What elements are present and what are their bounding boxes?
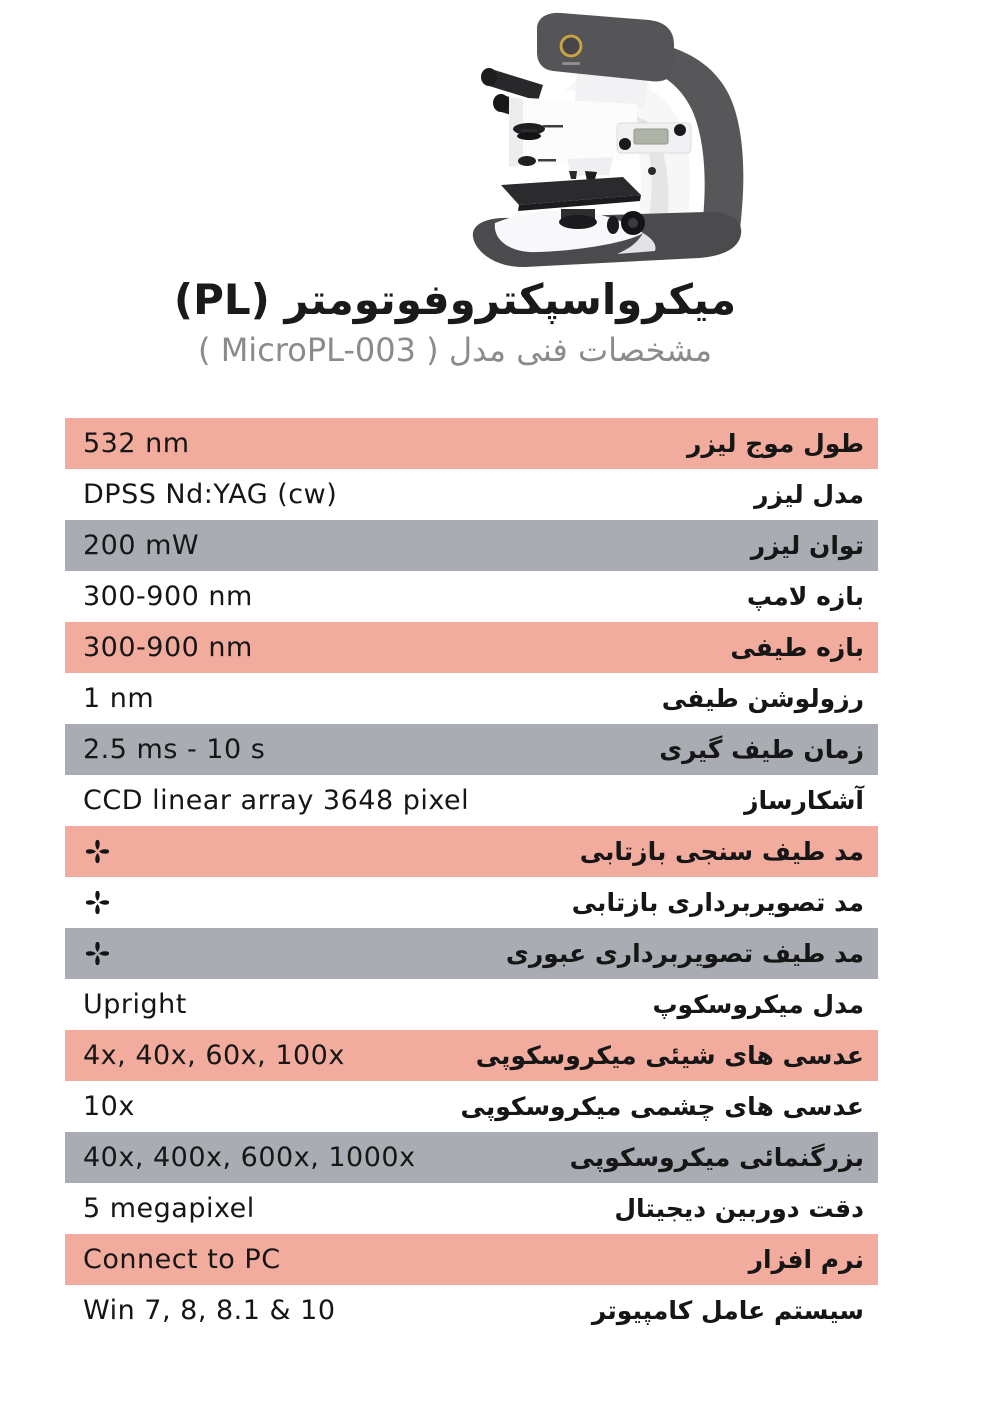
- spec-label: مد طیف سنجی بازتابی: [579, 837, 864, 866]
- page-subtitle: مشخصات فنی مدل ( MicroPL-003 ): [198, 331, 712, 370]
- spec-value: 1 nm: [83, 683, 155, 714]
- spec-label: مد تصویربرداری بازتابی: [571, 888, 864, 917]
- table-row: [65, 1132, 878, 1183]
- mode-available-cell: [65, 938, 112, 969]
- table-row: [65, 775, 878, 826]
- mode-available-cell: [65, 836, 112, 867]
- table-row: [65, 520, 878, 571]
- four-petal-asterisk-icon: [83, 836, 112, 867]
- spec-label: دقت دوربین دیجیتال: [614, 1194, 864, 1223]
- table-row: [65, 979, 878, 1030]
- spec-label: بازه طیفی: [730, 633, 864, 662]
- spec-value: 40x, 400x, 600x, 1000x: [83, 1142, 416, 1173]
- table-row: [65, 1285, 878, 1336]
- microscope-product-image: [437, 8, 767, 270]
- mode-available-cell: [65, 887, 112, 918]
- table-row: [65, 673, 878, 724]
- spec-value: 532 nm: [83, 428, 190, 459]
- spec-label: عدسی های شیئی میکروسکوپی: [475, 1041, 864, 1070]
- spec-value: Upright: [83, 989, 187, 1020]
- table-row: [65, 418, 878, 469]
- page-title: میکرواسپکتروفوتومتر (PL): [173, 275, 737, 324]
- spec-value: CCD linear array 3648 pixel: [83, 785, 470, 816]
- spec-value: 200 mW: [83, 530, 200, 561]
- spec-value: 2.5 ms - 10 s: [83, 734, 266, 765]
- spec-value: 5 megapixel: [83, 1193, 255, 1224]
- spec-value: DPSS Nd:YAG (cw): [83, 479, 338, 510]
- spec-value: 300-900 nm: [83, 632, 253, 663]
- spec-value: 4x, 40x, 60x, 100x: [83, 1040, 345, 1071]
- table-row: [65, 469, 878, 520]
- spec-label: آشکارساز: [744, 786, 864, 815]
- spec-label: مدل لیزر: [754, 480, 864, 509]
- table-row: [65, 1183, 878, 1234]
- spec-value: Connect to PC: [83, 1244, 281, 1275]
- spec-label: نرم افزار: [748, 1245, 864, 1274]
- table-row: [65, 928, 878, 979]
- spec-value: 10x: [83, 1091, 135, 1122]
- header: [0, 276, 910, 369]
- spec-label: مدل میکروسکوپ: [652, 990, 864, 1019]
- table-row: [65, 1030, 878, 1081]
- spec-label: توان لیزر: [750, 531, 864, 560]
- four-petal-asterisk-icon: [83, 938, 112, 969]
- spec-label: طول موج لیزر: [686, 429, 864, 458]
- table-row: [65, 1234, 878, 1285]
- spec-label: رزولوشن طیفی: [661, 684, 864, 713]
- spec-label: بزرگنمائی میکروسکوپی: [569, 1143, 864, 1172]
- table-row: [65, 877, 878, 928]
- table-row: [65, 724, 878, 775]
- spec-value: Win 7, 8, 8.1 & 10: [83, 1295, 336, 1326]
- spec-label: عدسی های چشمی میکروسکوپی: [460, 1092, 864, 1121]
- spec-table: [65, 418, 878, 1336]
- spec-value: 300-900 nm: [83, 581, 253, 612]
- table-row: [65, 622, 878, 673]
- spec-label: سیستم عامل کامپیوتر: [591, 1296, 864, 1325]
- table-row: [65, 826, 878, 877]
- spec-label: بازه لامپ: [746, 582, 864, 611]
- spec-label: زمان طیف گیری: [659, 735, 864, 764]
- four-petal-asterisk-icon: [83, 887, 112, 918]
- table-row: [65, 571, 878, 622]
- table-row: [65, 1081, 878, 1132]
- spec-label: مد طیف تصویربرداری عبوری: [505, 939, 864, 968]
